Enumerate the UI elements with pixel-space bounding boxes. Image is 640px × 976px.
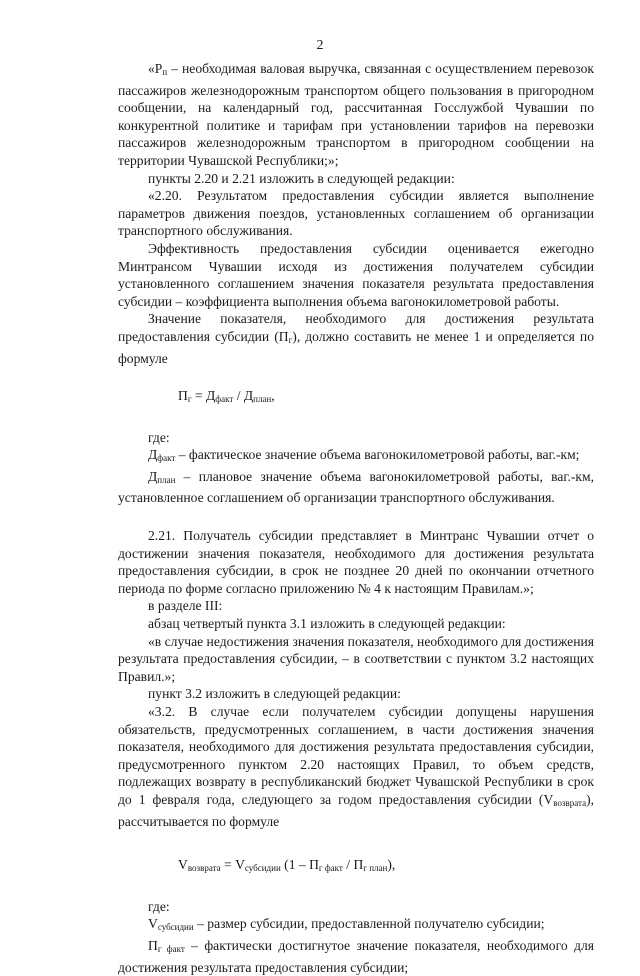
label-where-2: где: [148,898,170,914]
paragraph-amend-3-2: пункт 3.2 изложить в следующей редакции: [148,686,401,702]
document-body [118,60,594,976]
paragraph-2-20: «2.20. Результатом предоставления субсидии является выполнение параметров движения поездов, установленных соглашением об организации транспортного обслуживания. [118,188,594,239]
paragraph-indicator-value: Значение показателя, необходимого для достижения результата предоставления субсидии $(П_г)$, должно составить не менее 1 и определяется по формуле [118,311,594,366]
label-where-1: где: [148,429,170,445]
page-number: 2 [316,38,324,53]
paragraph-gross-revenue: «$Р_п$ – необходимая валовая выручка, связанная с осуществлением перевозок пассажиров железнодорожным транспортом общего пользования в пригородном сообщении, на календарный год, рассчитанная Госслужбой Чувашии по конкурентной политике и тарифам при установлении тарифов на перевозки пассажиров железнодорожным транспортом в пригородном сообщении на территории Чувашской Республики;»; [118,61,594,168]
paragraph-non-achievement: «в случае недостижения значения показателя, необходимого для достижения результата предоставления субсидии, – в соответствии с пунктом 3.2 настоящих Правил.»; [118,633,594,684]
paragraph-3-2: «3.2. В случае если получателем субсидии допущены нарушения обязательств, предусмотренных соглашением, в части достижения значения показателя, необходимого для достижения результата предоставления субсидии, предусмотренного пунктом 2.20 настоящих Правил, то объем средств, подлежащих возврату в республиканский бюджет Чувашской Республики в срок до 1 февраля года, следующего за годом предоставления субсидии $(V_{возврата})$, рассчитывается по формуле [118,704,594,829]
paragraph-abzac-4: абзац четвертый пункта 3.1 изложить в следующей редакции: [148,616,506,632]
definition-p-fact: $П_{г факт}$ – фактически достигнутое значение показателя, необходимого для достижения результата предоставления субсидии; [118,937,594,975]
paragraph-efficiency: Эффективность предоставления субсидии оценивается ежегодно Минтрансом Чувашии исходя из достижения получателем субсидии установленного соглашением значения показателя результата предоставления субсидии – коэффициента выполнения объема вагонокилометровой работы. [118,240,594,309]
paragraph-amend-points: пункты 2.20 и 2.21 изложить в следующей редакции: [148,170,455,186]
formula-return: $V_{возврата} = V_{субсидии}$ $(1 - П_{г факт} / П_{г план})$, [178,857,396,874]
paragraph-section-3: в разделе III: [148,598,223,614]
definition-v-subsidy: $V_{субсидии}$ – размер субсидии, предоставленной получателю субсидии; [148,916,545,933]
paragraph-2-21: 2.21. Получатель субсидии представляет в Минтранс Чувашии отчет о достижении значения показателя, необходимого для достижения результата предоставления субсидии, в срок не позднее 20 дней по окончании отчетного периода по форме согласно приложению № 4 к настоящим Правилам.»; [118,528,594,596]
formula-indicator: $П_г = Д_{факт} / Д_{план}$, [178,388,275,405]
definition-d-plan: $Д_{план}$ – плановое значение объема вагонокилометровой работы, ваг.-км, установленное соглашением об организации транспортного обслуживания. [118,468,594,506]
definition-d-fact: $Д_{факт}$ – фактическое значение объема вагонокилометровой работы, ваг.-км; [148,447,580,464]
